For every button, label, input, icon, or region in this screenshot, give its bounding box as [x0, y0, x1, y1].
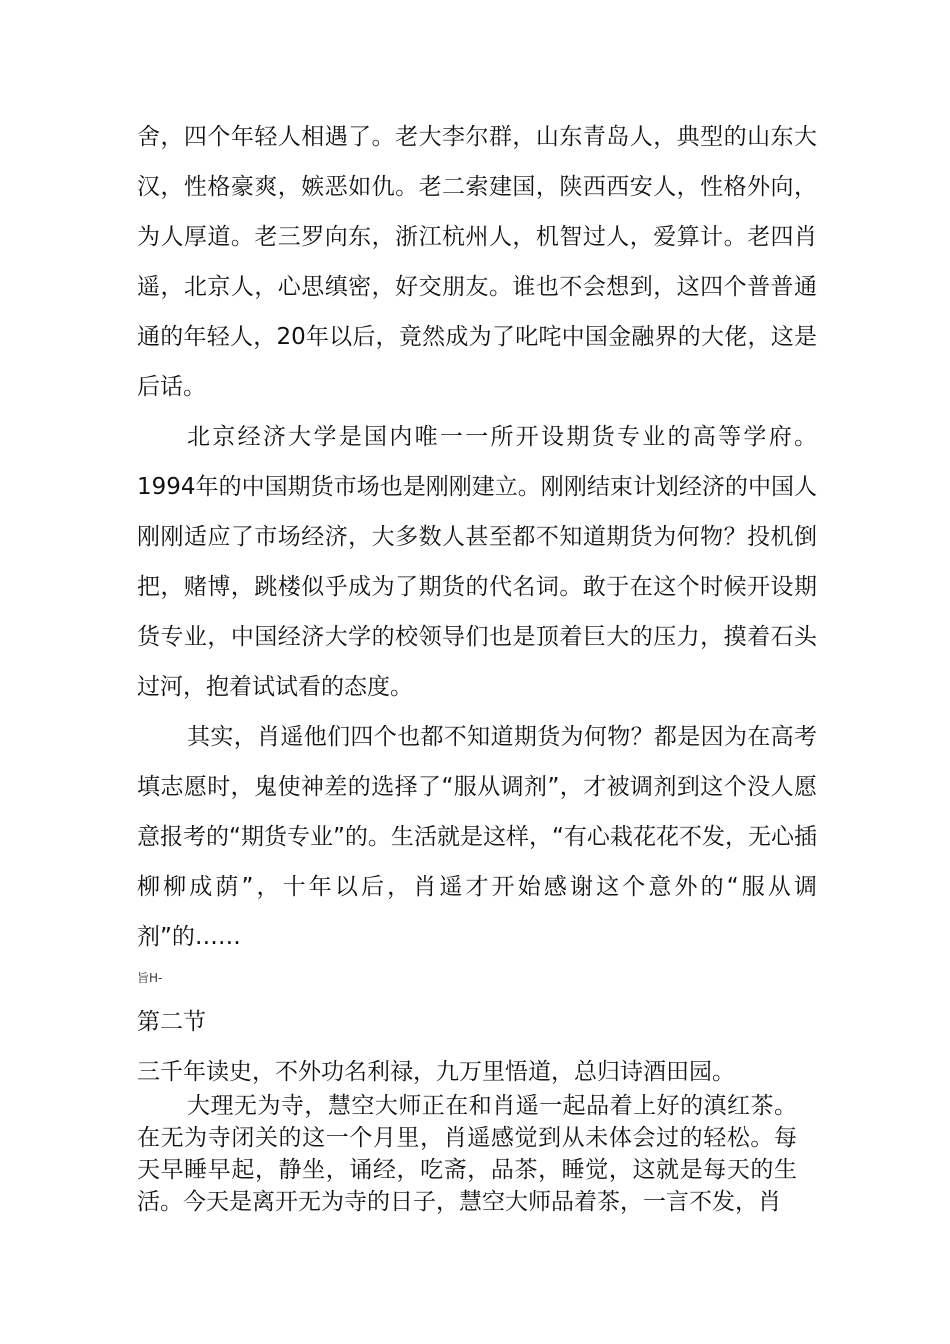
paragraph-university: 北京经济大学是国内唯一一所开设期货专业的高等学府。1994年的中国期货市场也是刚刚建立。刚刚结束计划经济的中国人刚刚适应了市场经济，大多数人甚至都不知道期货为何物？投机倒把，赌博，跳楼似乎成为了期货的代名词。敢于在这个时候开设期货专业，中国经济大学的校领导们也是顶着巨大的压力，摸着石头过河，抱着试试看的态度。: [137, 424, 817, 700]
paragraph-temple: 大理无为寺，慧空大师正在和肖遥一起品着上好的滇红茶。在无为寺闭关的这一个月里，肖遥感觉到从未体会过的轻松。每天早睡早起，静坐，诵经，吃斋，品茶，睡觉，这就是每天的生活。今天是离开无为寺的日子，慧空大师品着茶，一言不发，肖: [137, 1093, 797, 1215]
garbled-marker: 旨H-: [137, 971, 163, 985]
section-title: 第二节: [137, 1009, 206, 1035]
epigraph: 三千年读史，不外功名利禄，九万里悟道，总归诗酒田园。: [137, 1059, 735, 1085]
paragraph-roommates: 舍，四个年轻人相遇了。老大李尔群，山东青岛人，典型的山东大汉，性格豪爽，嫉恶如仇。老二索建国，陕西西安人，性格外向，为人厚道。老三罗向东，浙江杭州人，机智过人，爱算计。老四肖遥，北京人，心思缜密，好交朋友。谁也不会想到，这四个普普通通的年轻人，20年以后，竟然成为了叱咤中国金融界的大佬，这是后话。: [137, 124, 817, 400]
section-body: [137, 1056, 797, 1218]
chapter-body: [137, 112, 817, 962]
paragraph-major: 其实，肖遥他们四个也都不知道期货为何物？都是因为在高考填志愿时，鬼使神差的选择了“服从调剂”，才被调剂到这个没人愿意报考的“期货专业”的。生活就是这样，“有心栽花花不发，无心插柳柳成荫”，十年以后，肖遥才开始感谢这个意外的“服从调剂”的……: [137, 724, 817, 950]
